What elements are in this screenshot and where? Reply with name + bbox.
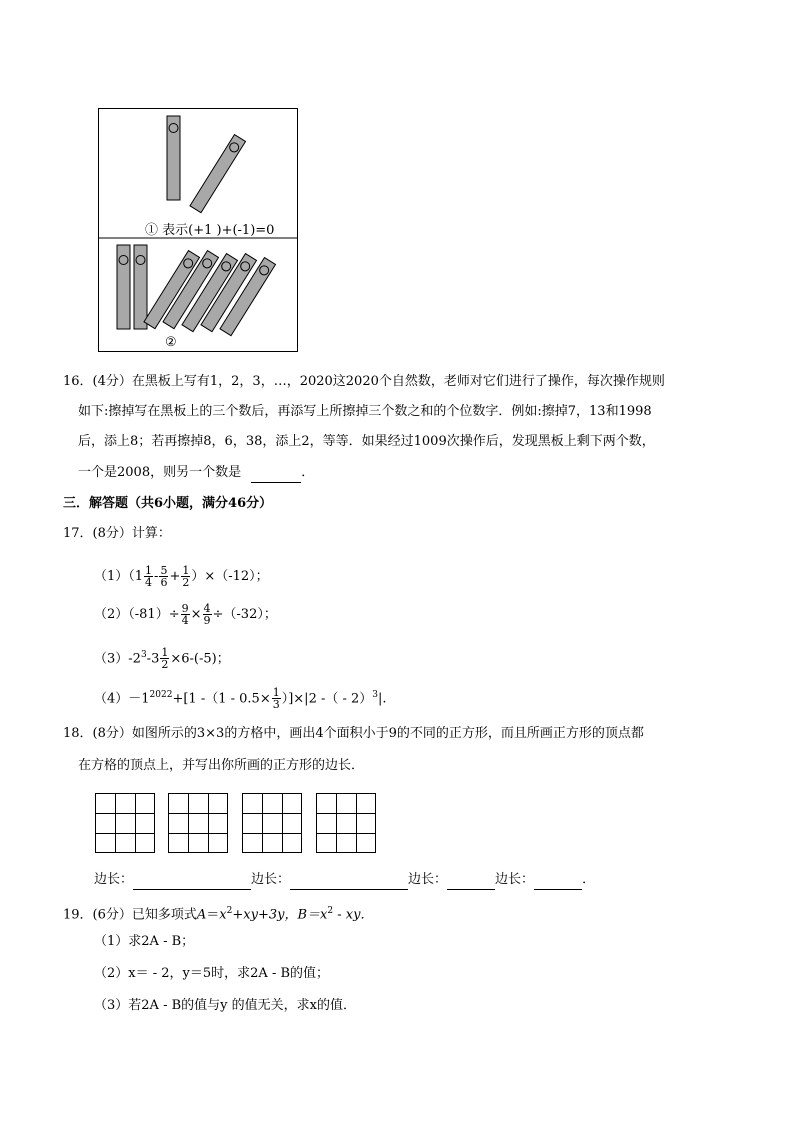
q16-line-2: 如下:擦掉写在黑板上的三个数后，再添写上所擦掉三个数之和的个位数字．例如:擦掉7，13和1998 [78,404,652,419]
side-length-label: 边长： [251,872,291,887]
q18-line-1: 18．(8分）如图所示的3×3的方格中，画出4个面积小于9的不同的正方形，而且所画正方形的顶点都 [63,726,644,741]
q16-line-4: 一个是2008，则另一个数是 ． [78,463,314,483]
positive-stick [117,245,130,329]
q19-part-3: （3）若2A - B的值与y 的值无关，求x的值． [94,998,356,1013]
q18-line-2: 在方格的顶点上，并写出你所画的正方形的边长． [78,758,365,773]
q17-part-1: （1）（1 $\frac{1}{4}$ - $\frac{5}{6}$ + $\frac{1}{2}$ ）×（-12）； [94,564,269,589]
section-3-heading: 三．解答题（共6小题，满分46分） [63,496,273,511]
figure-caption-1: ① 表示(+1 )+(-1)=0 [145,223,275,238]
side-length-blank[interactable] [447,875,495,890]
q19-part-1: （1）求2A - B； [94,934,195,949]
grid-3x3[interactable] [168,793,228,853]
q18-side-lengths: 边长： 边长： 边长： 边长： ． [94,870,595,890]
figure-caption-2: ② [165,335,177,350]
grid-3x3[interactable] [95,793,155,853]
side-length-label: 边长： [408,872,448,887]
q16-line-4-text: 一个是2008，则另一个数是 [78,465,242,480]
side-length-blank[interactable] [133,875,251,890]
side-length-label: 边长： [495,872,535,887]
side-length-blank[interactable] [534,875,582,890]
side-length-label: 边长： [94,872,134,887]
q16-line-3: 后，添上8；若再擦掉8，6，38，添上2，等等．如果经过1009次操作后，发现黑板上剩下两个数， [78,434,655,449]
stick-figure [98,108,298,352]
grid-3x3[interactable] [242,793,302,853]
side-length-blank[interactable] [290,875,408,890]
q17-heading: 17．(8分）计算： [63,526,171,541]
q16-line-1: 16．(4分）在黑板上写有1，2，3，…，2020这2020个自然数，老师对它们进行了操作，每次操作规则 [63,374,665,389]
positive-stick [167,116,180,200]
q19-heading: 19．(6分）已知多项式$A=x^2+xy+3y$，$B=x^2$ - xy． [63,906,374,923]
q19-part-2: （2）x＝ - 2，y＝5时，求2A - B的值； [94,966,330,981]
negative-stick [190,135,246,213]
q16-answer-blank[interactable] [251,468,301,483]
grid-3x3[interactable] [316,793,376,853]
q17-part-2: （2）（-81）÷ $\frac{9}{4}$ × $\frac{4}{9}$ ÷（-32）； [94,602,277,627]
q17-part-4: $(4)-1^{2022}+[1$ -（1 - 0.5× $\frac{1}{3}$ ）]×|2 -（ - 2）$^3$|. [94,686,387,712]
positive-stick [134,245,147,329]
q17-part-3: $(3)-2^3-3$ $\frac{1}{2}$ ×6-(-5)； [94,646,230,672]
